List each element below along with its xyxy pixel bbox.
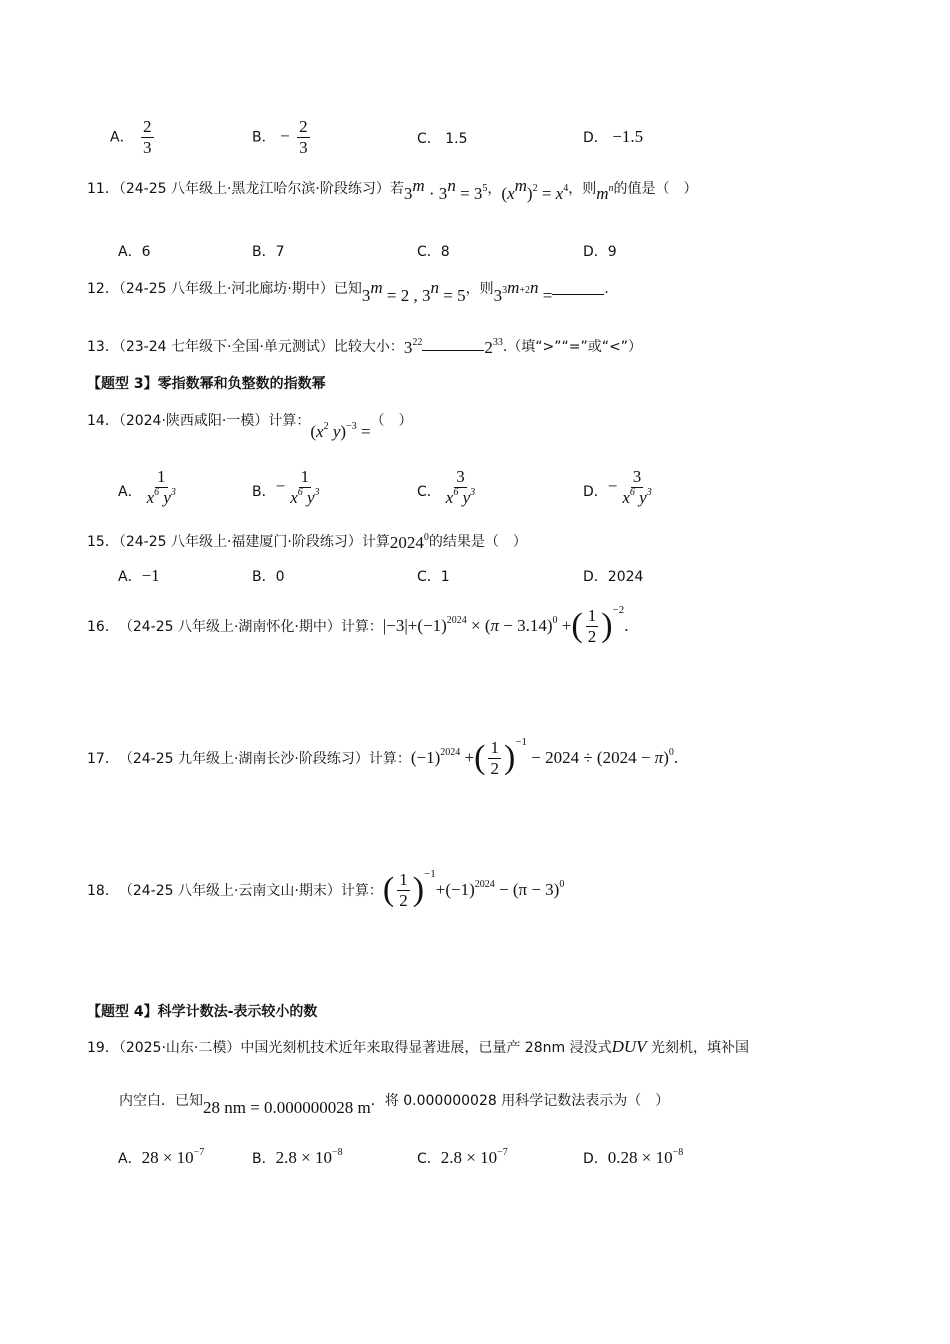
then-text: ，则 [568,181,597,197]
numerator: 2 [143,117,152,136]
option-label: C． [417,131,441,147]
math-expression: $(-1)^{2024}$ + [410,747,475,767]
fraction [444,468,477,507]
fraction [141,118,154,157]
question-text: 内空白．已知 [119,1093,203,1109]
option-label: B． [252,244,276,260]
q14-options [118,468,818,518]
question-source: （24-25 八年级上·福建厦门·阶段练习）计算 [118,534,390,550]
fraction [288,468,321,507]
option-a [118,566,160,586]
option-label: C． [417,569,441,585]
option-c [417,468,480,507]
math-expression: $2^{33}$ [484,337,503,357]
option-b [252,566,285,586]
question-15 [87,531,527,551]
math-expression: $|-3|+(-1)^{2024} \times (\pi - 3.14)^0$ + [382,615,572,635]
option-c [417,1148,508,1168]
exponent: −2 [612,604,625,616]
option-label: D． [583,244,608,260]
answer-blank[interactable] [552,294,604,295]
option-value: 6 [141,244,151,260]
question-number: 15． [87,534,119,550]
math-expression: ($x^2$ y)$^{-3}$ = [310,421,371,441]
denominator: $x^6$ $y^3$ [146,487,176,507]
fraction: $\frac{1}{2}$ [399,869,408,910]
option-c [417,566,450,586]
option-b [252,1148,343,1168]
question-18: 18． （24-25 八年级上·云南文山·期末）计算： ( $\frac{1}{2}$ ) −1 $+(-1)^{2024} - (\pi - 3)^0$ [87,868,565,910]
question-text-tail: ．将 0.000000028 用科学记数法表示为（ ） [370,1093,670,1109]
option-b [252,468,325,507]
option-value: −1.5 [612,127,644,146]
answer-blank[interactable] [422,350,484,351]
question-13 [87,336,642,356]
denominator: 3 [143,138,152,157]
option-d [583,1148,683,1168]
end-punct: . [604,281,609,297]
section-heading-4: 【题型 4】科学计数法-表示较小的数 [87,1004,318,1020]
option-label: B． [252,1151,276,1167]
math-expression: 2024$^0$ [389,532,429,552]
question-source: （24-25 八年级上·河北廊坊·期中）已知 [118,281,362,297]
denominator: $x^6$ $y^3$ [622,487,652,507]
option-label: A． [118,483,142,500]
question-14 [87,410,413,441]
question-16: 16． （24-25 八年级上·湖南怀化·期中）计算： $|-3|+(-1)^{2024} \times (\pi - 3.14)^0$ + ( $\frac{1}{2}$ ) −2 . [87,604,629,646]
option-label: A． [118,569,142,585]
option-label: A． [118,244,142,260]
q15-options [118,566,818,586]
option-label: C． [417,244,441,260]
option-d [583,468,657,507]
question-source: （24-25 八年级上·云南文山·期末）计算： [118,883,383,899]
numerator: 2 [299,117,308,136]
denominator: $x^6$ $y^3$ [290,487,320,507]
math-expression: $3^{22}$ [403,337,423,357]
math-expression: $(x^m)^2 = x^4$ [501,176,569,203]
question-17: 17． （24-25 九年级上·湖南长沙·阶段练习）计算： $(-1)^{2024}$ + ( $\frac{1}{2}$ ) −1 − $2024 \div (2024 - \pi)^0$. [87,736,679,778]
exponent: −1 [424,868,436,880]
option-value: $28 \times 10^{-7}$ [141,1147,205,1167]
option-value: 8 [440,244,450,260]
q19-options [118,1148,818,1172]
question-source: （24-25 八年级上·黑龙江哈尔滨·阶段练习）若 [118,181,404,197]
option-label: B． [252,483,276,500]
end-punct: . [624,616,629,635]
section-heading-3: 【题型 3】零指数幂和负整数的指数幂 [87,376,326,392]
math-expression: $3^m = 2$ , $3^n = 5$ [361,278,466,305]
question-number: 18． [87,883,119,899]
option-a [118,1148,204,1168]
fraction [620,468,653,507]
numerator: 1 [300,467,310,486]
question-19 [87,1037,749,1057]
option-value: $2.8 \times 10^{-8}$ [275,1147,343,1167]
numerator: 3 [456,467,465,486]
q10-option-b [252,118,313,157]
option-value: 7 [275,244,285,260]
question-12 [87,278,609,305]
question-tail: 的结果是（ ） [428,534,527,550]
q11-options [118,241,818,261]
question-number: 14． [87,413,119,429]
option-label: D． [583,569,608,585]
option-label: A． [110,129,134,146]
question-tail: 的值是（ ） [613,181,698,197]
question-number: 17． [87,751,119,767]
option-b [252,241,285,261]
option-a [118,468,181,507]
question-number: 12． [87,281,119,297]
question-text: （2025·山东·二模）中国光刻机技术近年来取得显著进展，已量产 28nm 浸没式 [118,1040,612,1056]
option-value: 2024 [607,569,644,585]
option-label: D． [583,130,608,146]
option-label: D． [583,483,608,500]
separator: ， [487,181,502,197]
option-value: −1 [141,566,160,585]
question-number: 11． [87,181,119,197]
option-d [583,566,643,586]
option-value: $0.28 \times 10^{-8}$ [607,1147,684,1167]
option-d [583,241,617,261]
question-number: 13． [87,339,119,355]
option-value: $2.8 \times 10^{-7}$ [440,1147,508,1167]
question-tail: （ ） [370,413,413,429]
question-hint: .（填“>”“=”或“<”） [502,339,643,355]
fraction: $\frac{1}{2}$ [490,737,499,778]
question-source: （23-24 七年级下·全国·单元测试）比较大小： [118,339,404,355]
denominator: 3 [299,138,308,157]
minus-sign: − [275,476,286,496]
math-expression: $3^{3m+2n}$ = [493,278,553,305]
question-number: 19． [87,1040,119,1056]
option-value: 1 [440,569,450,585]
option-a [118,241,151,261]
question-source: （2024·陕西咸阳·一模）计算： [118,413,311,429]
exponent: −1 [515,736,527,748]
math-expression: $3^m \cdot 3^n = 3^5$ [403,176,488,203]
math-expression: − $2024 \div (2024 - \pi)^0$. [527,747,679,767]
q10-option-c [417,128,468,148]
math-expression: $m^n$ [596,183,614,203]
fraction: $\frac{1}{2}$ [587,605,597,646]
math-expression: $+(-1)^{2024} - (\pi - 3)^0$ [435,879,565,899]
option-value: 0 [275,569,285,585]
fraction [145,468,178,507]
option-value: 9 [607,244,617,260]
q10-option-d [583,127,643,147]
question-number: 16． [87,619,119,635]
then-text: ，则 [465,281,494,297]
denominator: $x^6$ $y^3$ [445,487,476,507]
minus-sign: − [607,476,618,496]
duv-term: DUV [611,1037,647,1056]
question-source: （24-25 八年级上·湖南怀化·期中）计算： [118,619,383,635]
question-text-tail: 光刻机，填补国 [646,1040,749,1056]
option-label: B． [252,129,276,146]
question-19-line-2 [119,1090,670,1117]
fraction [297,118,310,157]
option-label: D． [583,1151,608,1167]
numerator: 3 [632,467,642,486]
option-value: 1.5 [445,131,468,147]
q10-option-a [110,118,157,157]
question-source: （24-25 九年级上·湖南长沙·阶段练习）计算： [118,751,411,767]
question-11 [87,176,698,203]
minus-sign: − [280,126,290,146]
option-c [417,241,450,261]
option-label: A． [118,1151,142,1167]
math-expression: 28 nm = 0.000000028 m [203,1098,371,1117]
option-label: B． [252,569,276,585]
numerator: 1 [157,467,166,486]
option-label: C． [417,483,441,500]
option-label: C． [417,1151,441,1167]
